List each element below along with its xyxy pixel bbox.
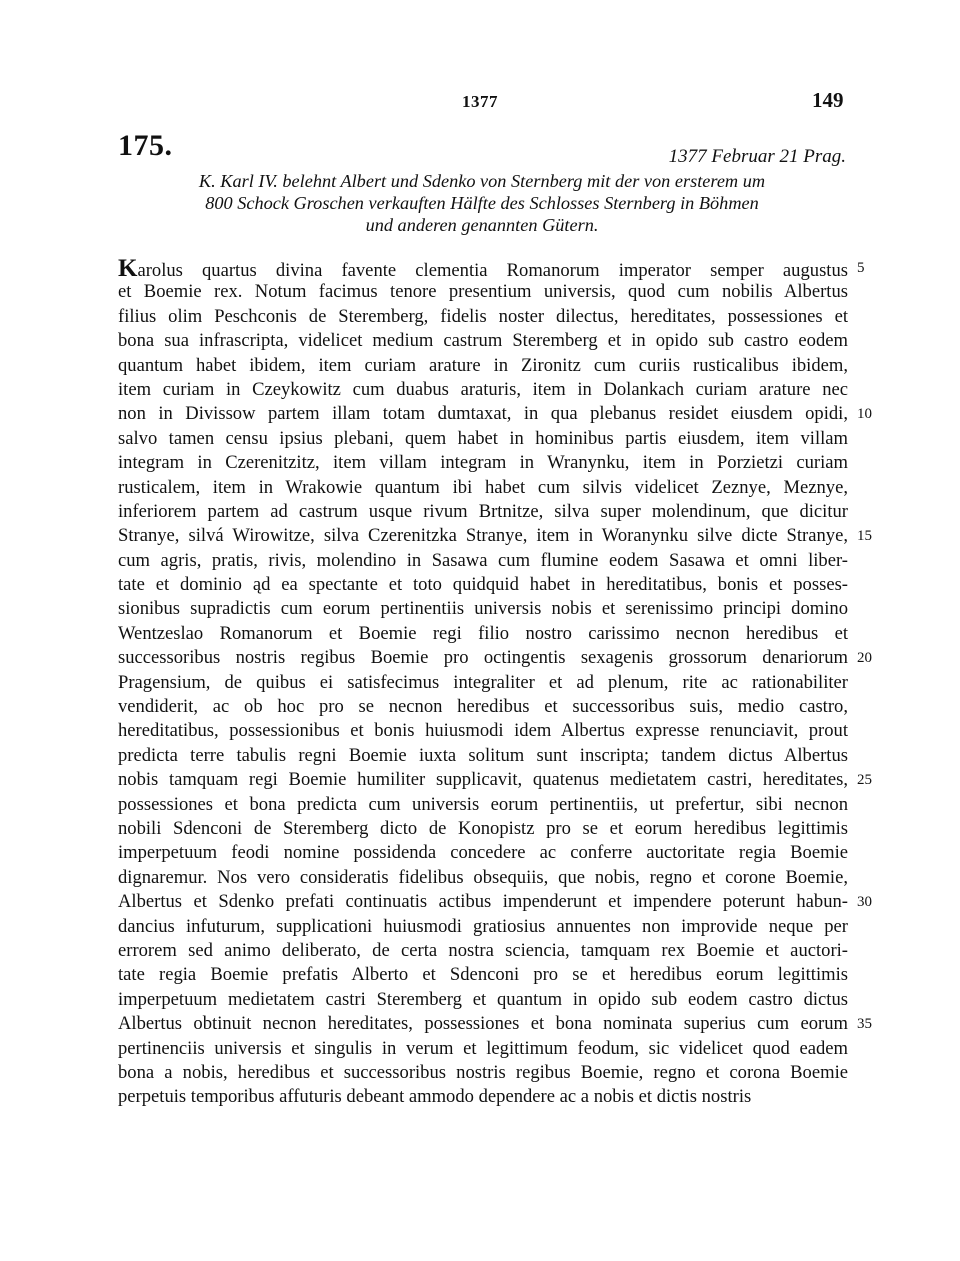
- charter-line: quantum habet ibidem, item curiam arature in Zironitz cum curiis rusticalibus ibidem,: [118, 354, 848, 376]
- margin-line-number: 35: [857, 1016, 872, 1033]
- charter-line: Pragensium, de quibus ei satisfecimus integraliter et ad plenum, rite ac rationabiliter: [118, 671, 848, 693]
- charter-line: tate et dominio ąd ea spectante et toto quidquid habet in hereditatibus, bonis et posses-: [118, 574, 848, 596]
- charter-line: possessiones et bona predicta cum universis eorum pertinentiis, ut prefertur, sibi necnon: [118, 793, 848, 815]
- charter-line: [118, 256, 848, 280]
- charter-line: successoribus nostris regibus Boemie pro octingentis sexagenis grossorum denariorum: [118, 647, 848, 669]
- charter-line: vendiderit, ac ob hoc pro se necnon heredibus et successoribus suis, medio castro,: [118, 696, 848, 718]
- charter-line: Albertus obtinuit necnon hereditates, possessiones et bona nominata superius cum eorum: [118, 1013, 848, 1035]
- document-date: 1377 Februar 21 Prag.: [668, 146, 846, 167]
- margin-line-number: 25: [857, 772, 872, 789]
- charter-line: Wentzeslao Romanorum et Boemie regi filio nostro carissimo necnon heredibus et: [118, 622, 848, 644]
- regest-summary: [118, 170, 846, 236]
- charter-line: imperpetuum medietatem castri Steremberg et quantum in opido sub eodem castro dictus: [118, 988, 848, 1010]
- charter-line: dancius infuturum, supplicationi huiusmodi gratiosius annuentes non improvide neque per: [118, 915, 848, 937]
- charter-line: Albertus et Sdenko prefati continuatis actibus impenderunt et impendere poterunt habun-: [118, 891, 848, 913]
- charter-line: item curiam in Czeykowitz cum duabus araturis, item in Dolankach curiam arature nec: [118, 378, 848, 400]
- charter-line: predicta terre tabulis regni Boemie iuxta solitum sunt inscripta; tandem dictus Albertus: [118, 744, 848, 766]
- charter-line: bona sua infrascripta, videlicet medium castrum Steremberg et in opido sub castro eodem: [118, 330, 848, 352]
- charter-line: nobili Sdenconi de Steremberg dicto de Konopistz pro se et eorum heredibus legittimis: [118, 817, 848, 839]
- regest-line: und anderen genannten Gütern.: [365, 215, 599, 235]
- charter-line: pertinenciis universis et singulis in verum et legittimum feodum, sic videlicet quod eadem: [118, 1037, 848, 1059]
- margin-line-number: 5: [857, 260, 865, 276]
- charter-text: [118, 256, 848, 1110]
- charter-line: et Boemie rex. Notum facimus tenore presentium universis, quod cum nobilis Albertus: [118, 281, 848, 303]
- charter-line: filius olim Peschconis de Steremberg, fidelis noster dilectus, hereditates, possessiones et: [118, 305, 848, 327]
- charter-line: integram in Czerenitzitz, item villam integram in Wranynku, item in Porzietzi curiam: [118, 452, 848, 474]
- regest-line: K. Karl IV. belehnt Albert und Sdenko von Sternberg mit der von ersterem um: [198, 171, 766, 191]
- document-number: 175.: [118, 129, 173, 162]
- charter-line: inferiorem partem ad castrum usque rivum Brtnitze, silva super molendinum, que dicitur: [118, 500, 848, 522]
- charter-line: perpetuis temporibus affuturis debeant ammodo dependere ac a nobis et dictis nostris: [118, 1086, 752, 1108]
- charter-first-line: arolus quartus divina favente clementia Romanorum imperator semper augustus: [137, 260, 848, 281]
- margin-line-number: 15: [857, 528, 872, 545]
- charter-line: imperpetuum feodi nomine possidenda concedere ac conferre auctoritate regia Boemie: [118, 842, 848, 864]
- charter-line: dignaremur. Nos vero consideratis fidelibus obsequiis, que nobis, regno et corone Boemie,: [118, 866, 848, 888]
- charter-line: nobis tamquam regi Boemie humiliter supplicavit, quatenus medietatem castri, hereditates,: [118, 769, 848, 791]
- initial-letter: K: [118, 255, 138, 282]
- charter-line: hereditatibus, possessionibus et bonis huiusmodi idem Albertus expresse renunciavit, prout: [118, 720, 848, 742]
- page-number: 149: [812, 88, 844, 112]
- regest-line: 800 Schock Groschen verkauften Hälfte des Schlosses Sternberg in Böhmen: [205, 193, 759, 213]
- charter-line: sionibus supradictis cum eorum pertinentiis universis nobis et serenissimo principi domino: [118, 598, 848, 620]
- charter-line: salvo tamen censu ipsius plebani, quem habet in hominibus partis eiusdem, item villam: [118, 427, 848, 449]
- charter-line: non in Divissow partem illam totam dumtaxat, in qua plebanus residet eiusdem opidi,: [118, 403, 848, 425]
- running-head-year: 1377: [462, 92, 498, 111]
- charter-line: bona a nobis, heredibus et successoribus nostris regibus Boemie, regno et corona Boemie: [118, 1061, 848, 1083]
- margin-line-number: 20: [857, 650, 872, 667]
- charter-line: tate regia Boemie prefatis Alberto et Sdenconi pro se et heredibus eorum legittimis: [118, 964, 848, 986]
- margin-line-number: 30: [857, 894, 872, 911]
- charter-line: cum agris, pratis, rivis, molendino in Sasawa cum flumine eodem Sasawa et omni liber-: [118, 549, 848, 571]
- charter-line: rusticalem, item in Wrakowie quantum ibi habet cum silvis videlicet Zeznye, Meznye,: [118, 476, 848, 498]
- charter-line: errorem sed animo deliberato, de certa nostra sciencia, tamquam rex Boemie et auctori-: [118, 939, 848, 961]
- charter-line: Stranye, silvá Wirowitze, silva Czerenitzka Stranye, item in Woranynku silve dicte Stranye,: [118, 525, 848, 547]
- margin-line-number: 10: [857, 406, 872, 423]
